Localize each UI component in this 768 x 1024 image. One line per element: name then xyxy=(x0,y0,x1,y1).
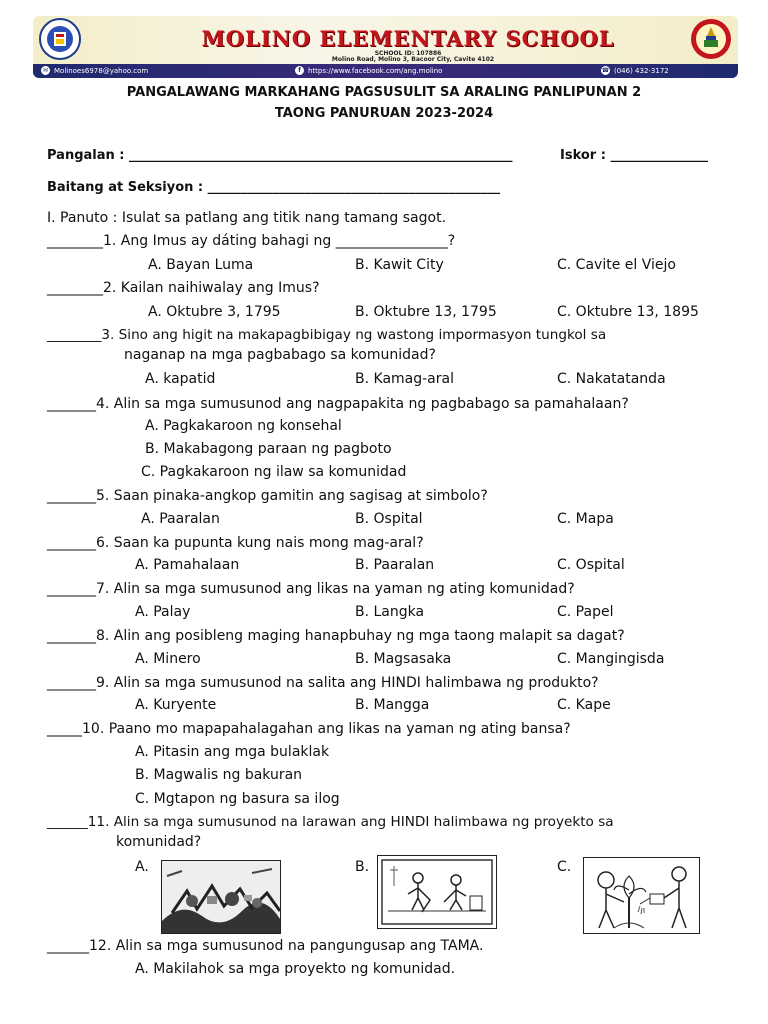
q10-choice-b: B. Magwalis ng bakuran xyxy=(135,767,303,783)
score-field: Iskor : _______________ xyxy=(560,148,708,163)
q9-choice-a: A. Kuryente xyxy=(135,697,217,713)
q1-choice-a: A. Bayan Luma xyxy=(148,257,254,273)
question-11: ______11. Alin sa mga sumusunod na larawan ang HINDI halimbawa ng proyekto sa xyxy=(47,814,614,830)
cleanup-drive-image xyxy=(377,855,497,929)
question-11-cont: komunidad? xyxy=(116,834,202,850)
q1-choice-b: B. Kawit City xyxy=(355,257,444,273)
q2-choice-a: A. Oktubre 3, 1795 xyxy=(148,304,281,320)
question-6: _______6. Saan ka pupunta kung nais mong mag-aral? xyxy=(47,535,424,551)
q6-choice-b: B. Paaralan xyxy=(355,557,435,573)
school-id: SCHOOL ID: 107886 xyxy=(374,50,442,57)
q10-choice-a: A. Pitasin ang mga bulaklak xyxy=(135,744,330,760)
q8-choice-a: A. Minero xyxy=(135,651,201,667)
school-year: TAONG PANURUAN 2023-2024 xyxy=(274,106,494,121)
email-icon: ✉ xyxy=(42,67,49,74)
name-field: Pangalan : ___________________________________________________________ xyxy=(47,148,513,163)
q11-choice-b: B. xyxy=(355,859,370,875)
q7-choice-b: B. Langka xyxy=(355,604,425,620)
phone-text: (046) 432-3172 xyxy=(614,66,669,75)
deped-seal-icon xyxy=(39,18,81,60)
q3-choice-a: A. kapatid xyxy=(145,371,216,387)
question-3-cont: naganap na mga pagbabago sa komunidad? xyxy=(124,347,436,363)
contact-bar xyxy=(33,64,738,78)
q10-choice-c: C. Mgtapon ng basura sa ilog xyxy=(135,791,340,807)
q2-choice-b: B. Oktubre 13, 1795 xyxy=(355,304,497,320)
q7-choice-a: A. Palay xyxy=(135,604,191,620)
q7-choice-c: C. Papel xyxy=(557,604,614,620)
facebook-text: https://www.facebook.com/ang.molino xyxy=(308,66,443,75)
school-logo-icon xyxy=(690,18,732,60)
q4-choice-a: A. Pagkakaroon ng konsehal xyxy=(145,418,342,434)
facebook-icon: f xyxy=(295,66,304,75)
garbage-dump-image xyxy=(161,860,281,934)
instructions: I. Panuto : Isulat sa patlang ang titik nang tamang sagot. xyxy=(47,210,447,226)
facebook-contact xyxy=(295,66,442,75)
q6-choice-c: C. Ospital xyxy=(557,557,625,573)
q9-choice-c: C. Kape xyxy=(557,697,611,713)
question-12: ______12. Alin sa mga sumusunod na pangungusap ang TAMA. xyxy=(47,938,484,954)
question-9: _______9. Alin sa mga sumusunod na salita ang HINDI halimbawa ng produkto? xyxy=(47,675,599,691)
q4-choice-c: C. Pagkakaroon ng ilaw sa komunidad xyxy=(141,464,407,480)
q11-choice-c: C. xyxy=(557,859,572,875)
email-text: Molinoes6978@yahoo.com xyxy=(54,66,149,75)
q3-choice-c: C. Nakatatanda xyxy=(557,371,666,387)
email-contact xyxy=(41,66,148,75)
school-name: MOLINO ELEMENTARY SCHOOL xyxy=(201,26,615,51)
q6-choice-a: A. Pamahalaan xyxy=(135,557,240,573)
q8-choice-b: B. Magsasaka xyxy=(355,651,452,667)
exam-title: PANGALAWANG MARKAHANG PAGSUSULIT SA ARALING PANLIPUNAN 2 xyxy=(126,85,642,100)
question-7: _______7. Alin sa mga sumusunod ang likas na yaman ng ating komunidad? xyxy=(47,581,575,597)
question-4: _______4. Alin sa mga sumusunod ang nagpapakita ng pagbabago sa pamahalaan? xyxy=(47,396,629,412)
school-banner xyxy=(33,16,738,78)
q9-choice-b: B. Mangga xyxy=(355,697,430,713)
q4-choice-b: B. Makabagong paraan ng pagboto xyxy=(145,441,392,457)
school-address: Molino Road, Molino 3, Bacoor City, Cavite 4102 xyxy=(331,56,495,63)
section-field: Baitang at Seksiyon : _____________________________________________ xyxy=(47,180,501,195)
question-2: ________2. Kailan naihiwalay ang Imus? xyxy=(47,280,320,296)
q3-choice-b: B. Kamag-aral xyxy=(355,371,454,387)
question-3: ________3. Sino ang higit na makapagbibigay ng wastong impormasyon tungkol sa xyxy=(47,327,607,343)
q5-choice-b: B. Ospital xyxy=(355,511,423,527)
q5-choice-a: A. Paaralan xyxy=(141,511,220,527)
question-8: _______8. Alin ang posibleng maging hanapbuhay ng mga taong malapit sa dagat? xyxy=(47,628,625,644)
question-5: _______5. Saan pinaka-angkop gamitin ang sagisag at simbolo? xyxy=(47,488,488,504)
q8-choice-c: C. Mangingisda xyxy=(557,651,665,667)
question-10: _____10. Paano mo mapapahalagahan ang likas na yaman ng ating bansa? xyxy=(47,721,571,737)
q12-choice-a: A. Makilahok sa mga proyekto ng komunidad. xyxy=(135,961,456,977)
phone-icon: ☎ xyxy=(601,67,610,74)
tree-planting-image xyxy=(583,857,700,934)
q2-choice-c: C. Oktubre 13, 1895 xyxy=(557,304,699,320)
q5-choice-c: C. Mapa xyxy=(557,511,614,527)
phone-contact xyxy=(601,66,669,75)
question-1: ________1. Ang Imus ay dáting bahagi ng ________________? xyxy=(47,233,456,249)
q11-choice-a: A. xyxy=(135,859,149,875)
q1-choice-c: C. Cavite el Viejo xyxy=(557,257,676,273)
